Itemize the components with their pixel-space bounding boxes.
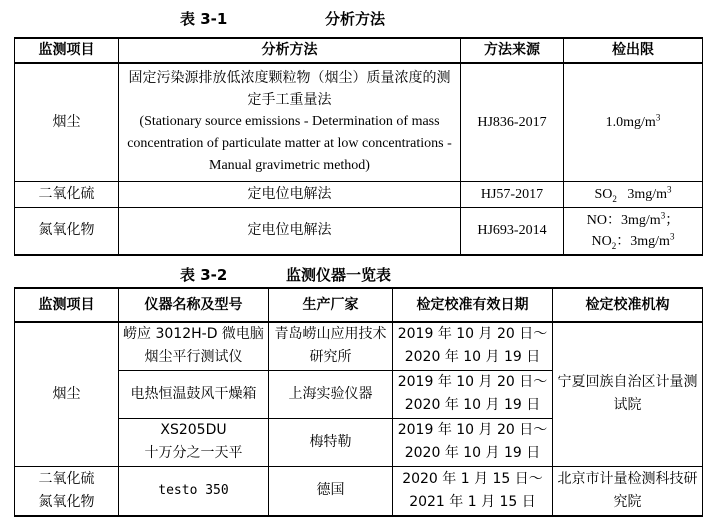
t1-row3-limit1-species: NO — [586, 212, 608, 228]
t1-row1-limit-sup: 3 — [655, 112, 661, 123]
t2-row1-agency: 宁夏回族自治区计量测试院 — [553, 322, 703, 466]
t1-row2-limit-value: 3mg/m — [627, 186, 668, 202]
t1-row3-limit2-sub: 2 — [611, 240, 617, 251]
t2-row3-instrument — [119, 418, 269, 466]
t2-header-valid: 检定校准有效日期 — [393, 288, 553, 322]
table2-caption-title: 监测仪器一览表 — [286, 266, 392, 284]
t2-row4-item — [15, 466, 119, 516]
t1-row3-source: HJ693-2014 — [461, 207, 564, 255]
t1-row3-item: 氮氧化物 — [15, 207, 119, 255]
t2-row2-maker: 上海实验仪器 — [269, 370, 393, 418]
t1-header-source: 方法来源 — [461, 38, 564, 63]
t2-row4-item-nox: 氮氧化物 — [38, 493, 95, 510]
t1-header-limit: 检出限 — [564, 38, 703, 63]
t2-row2-instrument: 电热恒温鼓风干燥箱 — [119, 370, 269, 418]
t2-row1-valid: 2019 年 10 月 20 日～2020 年 10 月 19 日 — [393, 322, 553, 370]
t1-row1-method-cn: 固定污染源排放低浓度颗粒物（烟尘）质量浓度的测定手工重量法 — [128, 70, 451, 109]
t1-row3-limit2-sup: 3 — [669, 231, 675, 242]
t1-header-method: 分析方法 — [119, 38, 461, 63]
t2-row4-instrument: testo 350 — [119, 466, 269, 516]
t1-row2-method: 定电位电解法 — [119, 181, 461, 207]
t1-row1-method-en: (Stationary source emissions - Determination of mass concentration of particulate matter at low concentrations - Manual gravimetric method) — [127, 114, 452, 174]
analysis-method-table — [14, 37, 703, 256]
table-row — [15, 63, 703, 181]
t2-header-instrument: 仪器名称及型号 — [119, 288, 269, 322]
t1-row3-limit1-sup: 3 — [660, 210, 666, 221]
t2-row1-item: 烟尘 — [15, 322, 119, 466]
t2-row4-maker: 德国 — [269, 466, 393, 516]
t1-row2-limit — [564, 181, 703, 207]
t1-row2-limit-species: SO — [594, 186, 613, 202]
t2-row1-instrument: 崂应 3012H-D 微电脑烟尘平行测试仪 — [119, 322, 269, 370]
t1-row1-limit — [564, 63, 703, 181]
t1-row3-method: 定电位电解法 — [119, 207, 461, 255]
t1-row3-limit — [564, 207, 703, 255]
instrument-table — [14, 287, 703, 517]
table-row — [15, 207, 703, 255]
t2-row3-instrument-model: XS205DU — [160, 422, 227, 438]
t1-row2-limit-sup: 3 — [667, 183, 672, 194]
t2-row4-valid: 2020 年 1 月 15 日～2021 年 1 月 15 日 — [393, 466, 553, 516]
t1-row1-item: 烟尘 — [15, 63, 119, 181]
t2-row3-instrument-name: 十万分之一天平 — [144, 445, 243, 461]
table2-caption-number: 表 3-2 — [180, 266, 228, 284]
table-row — [15, 181, 703, 207]
t1-row2-item: 二氧化硫 — [15, 181, 119, 207]
t2-header-item: 监测项目 — [15, 288, 119, 322]
t2-row4-item-so2: 二氧化硫 — [38, 470, 95, 487]
t2-row4-agency: 北京市计量检测科技研究院 — [553, 466, 703, 516]
t1-row2-source: HJ57-2017 — [461, 181, 564, 207]
t2-row3-valid: 2019 年 10 月 20 日～2020 年 10 月 19 日 — [393, 418, 553, 466]
table1-caption-title: 分析方法 — [325, 10, 386, 28]
t1-row2-limit-sub: 2 — [612, 193, 617, 204]
t1-row3-limit2-value: ：3mg/m — [616, 233, 670, 249]
t2-row1-maker: 青岛崂山应用技术研究所 — [269, 322, 393, 370]
t1-row3-limit1-value: ：3mg/m — [607, 212, 661, 228]
t2-header-maker: 生产厂家 — [269, 288, 393, 322]
t2-row3-maker: 梅特勒 — [269, 418, 393, 466]
t1-row1-limit-value: 1.0mg/m — [605, 114, 656, 130]
t2-row2-valid: 2019 年 10 月 20 日～2020 年 10 月 19 日 — [393, 370, 553, 418]
t2-header-agency: 检定校准机构 — [553, 288, 703, 322]
table-row — [15, 322, 703, 370]
t1-row1-method — [119, 63, 461, 181]
t1-row3-limit1-tail: ； — [665, 212, 680, 228]
table-row — [15, 466, 703, 516]
t1-row3-limit2-species: NO — [591, 233, 612, 249]
table1-caption-number: 表 3-1 — [180, 10, 228, 28]
t1-header-item: 监测项目 — [15, 38, 119, 63]
t1-row1-source: HJ836-2017 — [461, 63, 564, 181]
